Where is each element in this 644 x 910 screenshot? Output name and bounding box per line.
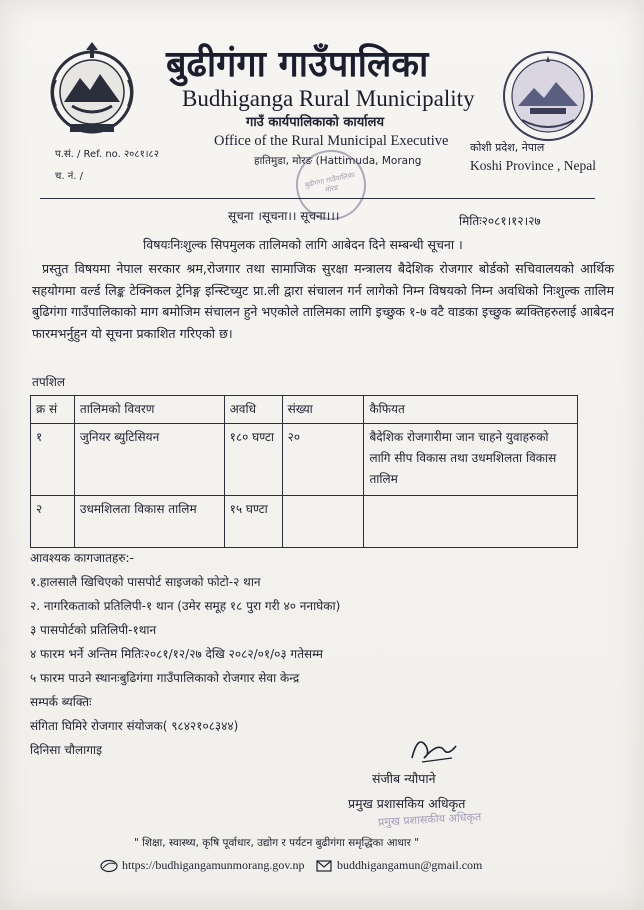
- province-np: कोशी प्रदेश, नेपाल: [470, 141, 545, 154]
- table-row: [31, 496, 578, 548]
- cell-training: जुनियर ब्युटिसियन: [74, 424, 224, 496]
- training-table: [30, 395, 578, 548]
- municipality-title-en: Budhiganga Rural Municipality: [182, 86, 475, 111]
- cell-duration: १८० घण्टा: [224, 424, 282, 496]
- office-stamp: बुढीगंगा गाउँपालिका मोरङ: [289, 143, 372, 226]
- signatory-title: प्रमुख प्रशासकिय अधिकृत: [348, 796, 466, 811]
- office-title-en: Office of the Rural Municipal Executive: [214, 133, 449, 149]
- list-item: संगिता घिमिरे रोजगार संयोजक( ९८४२१०८३४४): [30, 719, 239, 733]
- signature-icon: [404, 728, 464, 768]
- signatory-name: संजीब न्यौपाने: [372, 771, 436, 786]
- globe-icon: [100, 859, 118, 873]
- requirements-list: [30, 546, 450, 762]
- list-item: ४ फारम भर्ने अन्तिम मितिः२०८१/१२/२७ देखि २०८२/०१/०३ गतेसम्म: [30, 647, 323, 661]
- cell-count: २०: [282, 424, 364, 496]
- header-remarks: कैफियत: [364, 396, 578, 424]
- list-item: दिनिसा चौलागाइ: [30, 743, 103, 757]
- cell-sn: १: [31, 424, 75, 496]
- dispatch-number: च. नं. /: [55, 171, 83, 182]
- nepal-emblem-icon: [42, 40, 142, 140]
- details-label: तपशिल: [32, 375, 66, 389]
- website-link[interactable]: https://budhigangamunmorang.gov.np: [122, 858, 305, 872]
- cell-count: [282, 496, 364, 548]
- cell-remarks: बैदेशिक रोजगारीमा जान चाहने युवाहरुको लागि सीप विकास तथा उधमशिलता विकास तालिम: [364, 424, 578, 496]
- office-title-np: गाउँ कार्यपालिकाको कार्यालय: [246, 115, 384, 130]
- list-item: सम्पर्क ब्यक्तिः: [30, 695, 92, 709]
- list-item: ५ फारम पाउने स्थानःबुढिगंगा गाउँपालिकाको रोजगार सेवा केन्द्र: [30, 671, 300, 685]
- email-link[interactable]: buddhigangamun@gmail.com: [337, 858, 483, 872]
- signatory-stamp: प्रमुख प्रशासकीय अधिकृत: [377, 810, 482, 829]
- footer-email[interactable]: [316, 858, 482, 873]
- mail-icon: [316, 860, 332, 872]
- notice-body: प्रस्तुत विषयमा नेपाल सरकार श्रम,रोजगार तथा सामाजिक सुरक्षा मन्त्रालय बैदेशिक रोजगार बोर्डको सचिवालयको आर्थिक सहयोगमा वर्ल्ड लिङ्क टेक्निकल ट्रेनिङ्ग इन्स्टिच्युट प्रा.ली द्वारा संचालन गर्न लागेको निम्न विषयको निम्न अवधिको निःशुल्क तालिम बुढिगंगा गाउँपालिकाको माग बमोजिम संचालन हुने भएकोले तालिमका लागि इच्छुक १-७ वटै वाडका इच्छुक ब्यक्तिहरुलाई आबेदन फारमभर्नुहुन यो सूचना प्रकाशित गरिएको छ।: [32, 261, 614, 341]
- reference-number: प.सं. / Ref. no. २०८१।८२: [55, 149, 159, 160]
- cell-remarks: [364, 496, 578, 548]
- list-item: २. नागरिकताको प्रतिलिपी-१ थान (उमेर समूह १८ पुरा गरी ४० ननाघेका): [30, 599, 341, 613]
- office-address: हातिमुडा, मोरङ (Hattimuda, Morang: [254, 155, 422, 167]
- notice-date: मितिः२०८१।१२।२७: [459, 214, 541, 228]
- list-item: ३ पासपोर्टको प्रतिलिपी-१थान: [30, 623, 157, 637]
- header-count: संख्या: [282, 396, 364, 424]
- header-divider: [40, 198, 595, 199]
- cell-training: उधमशिलता विकास तालिम: [74, 496, 224, 548]
- notice-subject: विषयःनिःशुल्क सिपमुलक तालिमको लागि आबेदन दिने सम्बन्धी सूचना ।: [143, 237, 463, 252]
- header-sn: क्र सं: [31, 396, 75, 424]
- table-row: [31, 424, 578, 496]
- notice-heading: सूचना ।सूचना।। सूचना।।।: [228, 209, 340, 223]
- header-training: तालिमको विवरण: [74, 396, 224, 424]
- footer-website[interactable]: [100, 858, 305, 873]
- province-en: Koshi Province , Nepal: [470, 158, 596, 173]
- cell-duration: १५ घण्टा: [224, 496, 282, 548]
- table-header-row: [31, 396, 578, 424]
- province-logo-icon: [500, 48, 596, 144]
- header-duration: अवधि: [224, 396, 282, 424]
- municipality-title-np: बुढीगंगा गाउँपालिका: [166, 44, 429, 85]
- list-item: १.हालसालै खिचिएको पासपोर्ट साइजको फोटो-२ थान: [30, 575, 261, 589]
- requirements-title: आवश्यक कागजातहरु:-: [30, 551, 134, 565]
- cell-sn: २: [31, 496, 75, 548]
- footer-motto: " शिक्षा, स्वास्थ्य, कृषि पूर्वाधार, उद्योग र पर्यटन बुढीगंगा समृद्धिका आधार ": [134, 837, 420, 849]
